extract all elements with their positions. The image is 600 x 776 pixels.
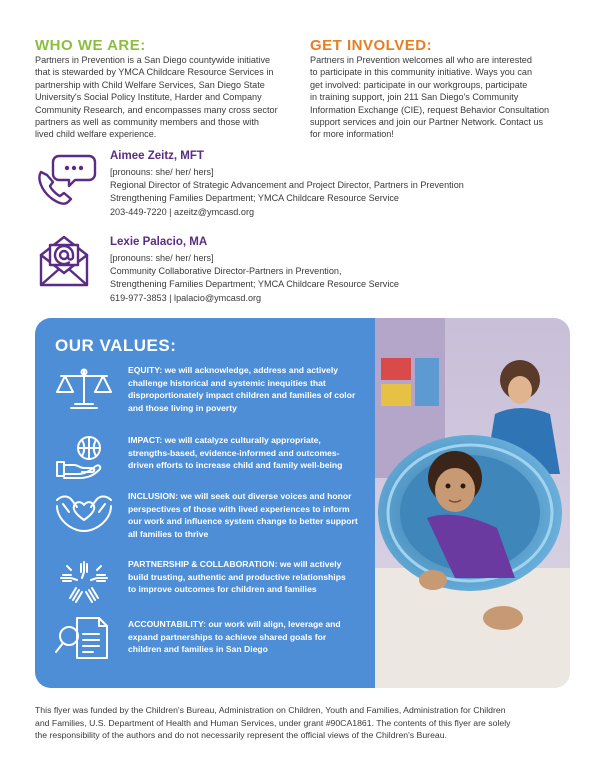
- contact-phone-email[interactable]: 203-449-7220 | azeitz@ymcasd.org: [110, 206, 255, 217]
- contact-details-aimee: [110, 166, 464, 219]
- contact-pronouns: [pronouns: she/ her/ hers]: [110, 167, 214, 177]
- value-line: we will actively: [277, 559, 342, 569]
- contact-name-lexie: Lexie Palacio, MA: [110, 236, 208, 248]
- value-term: PARTNERSHIP & COLLABORATION:: [128, 559, 278, 569]
- value-line: build trusting, authentic and productive relationships: [128, 571, 346, 582]
- value-text: [128, 490, 368, 540]
- value-line: challenge historical and systemic inequities that: [128, 377, 326, 388]
- value-term: ACCOUNTABILITY:: [128, 619, 206, 629]
- get-involved-line: get involved: participate in our workgroups, participate: [310, 79, 528, 90]
- value-text: [128, 558, 368, 596]
- value-text: [128, 434, 368, 472]
- get-involved-line: support services and join our Partner Network. Contact us: [310, 117, 544, 128]
- who-we-are-line: partners as well as community members and those with: [35, 117, 259, 128]
- who-we-are-text: [35, 54, 300, 141]
- value-line: children and families in San Diego: [128, 644, 268, 655]
- value-line: driven efforts to increase child and family well-being: [128, 460, 343, 471]
- value-line: perspectives of those with lived experiences to inform: [128, 503, 350, 514]
- child-crawling-through-play-tunnel-photo: [375, 318, 570, 688]
- value-line: we will acknowledge, address and actively: [162, 365, 338, 375]
- value-text: [128, 618, 368, 656]
- contact-department: Strengthening Families Department; YMCA Childcare Resource Service: [110, 279, 399, 290]
- email-envelope-icon: [38, 233, 90, 294]
- get-involved-heading: GET INVOLVED:: [310, 37, 433, 54]
- contact-pronouns: [pronouns: she/ her/ hers]: [110, 253, 214, 263]
- contact-department: Strengthening Families Department; YMCA Childcare Resource Service: [110, 193, 399, 204]
- value-line: and those living in poverty: [128, 402, 237, 413]
- hands-holding-heart-icon: [53, 490, 115, 541]
- get-involved-line: to participate in this community initiative. Ways you can: [310, 67, 533, 78]
- contact-title: Community Collaborative Director-Partners in Prevention,: [110, 266, 342, 277]
- who-we-are-line: University's Social Policy Institute, Harder and Company: [35, 92, 262, 103]
- footer-line: This flyer was funded by the Children's Bureau, Administration on Children, Youth and Families, Administration for Children: [35, 705, 506, 715]
- hand-holding-globe-icon: [53, 434, 115, 485]
- get-involved-line: Information Exchange (CIE), request Behavior Consultation: [310, 104, 550, 115]
- values-heading: OUR VALUES:: [55, 336, 177, 355]
- value-term: INCLUSION:: [128, 491, 179, 501]
- value-line: strengths-based, evidence-informed and outcomes-: [128, 447, 340, 458]
- contact-title: Regional Director of Strategic Advancement and Project Director, Partners in Prevention: [110, 180, 464, 191]
- scales-of-justice-icon: [53, 366, 115, 417]
- value-line: expand partnerships to achieve shared goals for: [128, 631, 327, 642]
- value-line: disproportionately impact children and families of color: [128, 390, 356, 401]
- value-line: we will seek out diverse voices and honor: [178, 491, 352, 501]
- magnifier-report-icon: [53, 614, 115, 667]
- get-involved-line: for more information!: [310, 129, 394, 140]
- contact-name-aimee: Aimee Zeitz, MFT: [110, 150, 204, 162]
- collaborating-hands-icon: [53, 558, 115, 609]
- value-line: we will catalyze culturally appropriate,: [162, 435, 321, 445]
- value-line: to improve outcomes for children and families: [128, 584, 317, 595]
- value-line: all families to thrive: [128, 528, 209, 539]
- value-text: [128, 364, 368, 414]
- phone-chat-icon: [35, 150, 97, 211]
- footer-line: the responsibility of the authors and do not necessarily represent the official views of the Children's Bureau.: [35, 730, 447, 741]
- get-involved-line: Partners in Prevention welcomes all who are interested: [310, 55, 532, 65]
- who-we-are-line: partnership with Child Welfare Services, San Diego State: [35, 79, 265, 90]
- contact-details-lexie: [110, 252, 399, 305]
- values-panel: [35, 318, 570, 688]
- who-we-are-heading: WHO WE ARE:: [35, 37, 146, 54]
- value-line: our work and influence system change to better support: [128, 516, 358, 527]
- get-involved-line: in training support, join 211 San Diego's Community: [310, 92, 519, 103]
- funding-disclaimer: [35, 704, 570, 742]
- value-term: IMPACT:: [128, 435, 163, 445]
- value-line: our work will align, leverage and: [205, 619, 341, 629]
- contact-phone-email[interactable]: 619-977-3853 | lpalacio@ymcasd.org: [110, 292, 262, 303]
- who-we-are-line: Partners in Prevention is a San Diego countywide initiative: [35, 55, 271, 65]
- value-term: EQUITY:: [128, 365, 163, 375]
- who-we-are-line: that is stewarded by YMCA Childcare Resource Services in: [35, 67, 274, 78]
- get-involved-text: [310, 54, 565, 141]
- values-blue-background: [35, 318, 375, 688]
- footer-line: and Families, U.S. Department of Health and Human Services, under grant #90CA1861. The contents of this flyer are solely: [35, 717, 511, 728]
- who-we-are-line: lived child welfare experience.: [35, 129, 157, 140]
- who-we-are-line: Community Research, and encompasses many cross sector: [35, 104, 278, 115]
